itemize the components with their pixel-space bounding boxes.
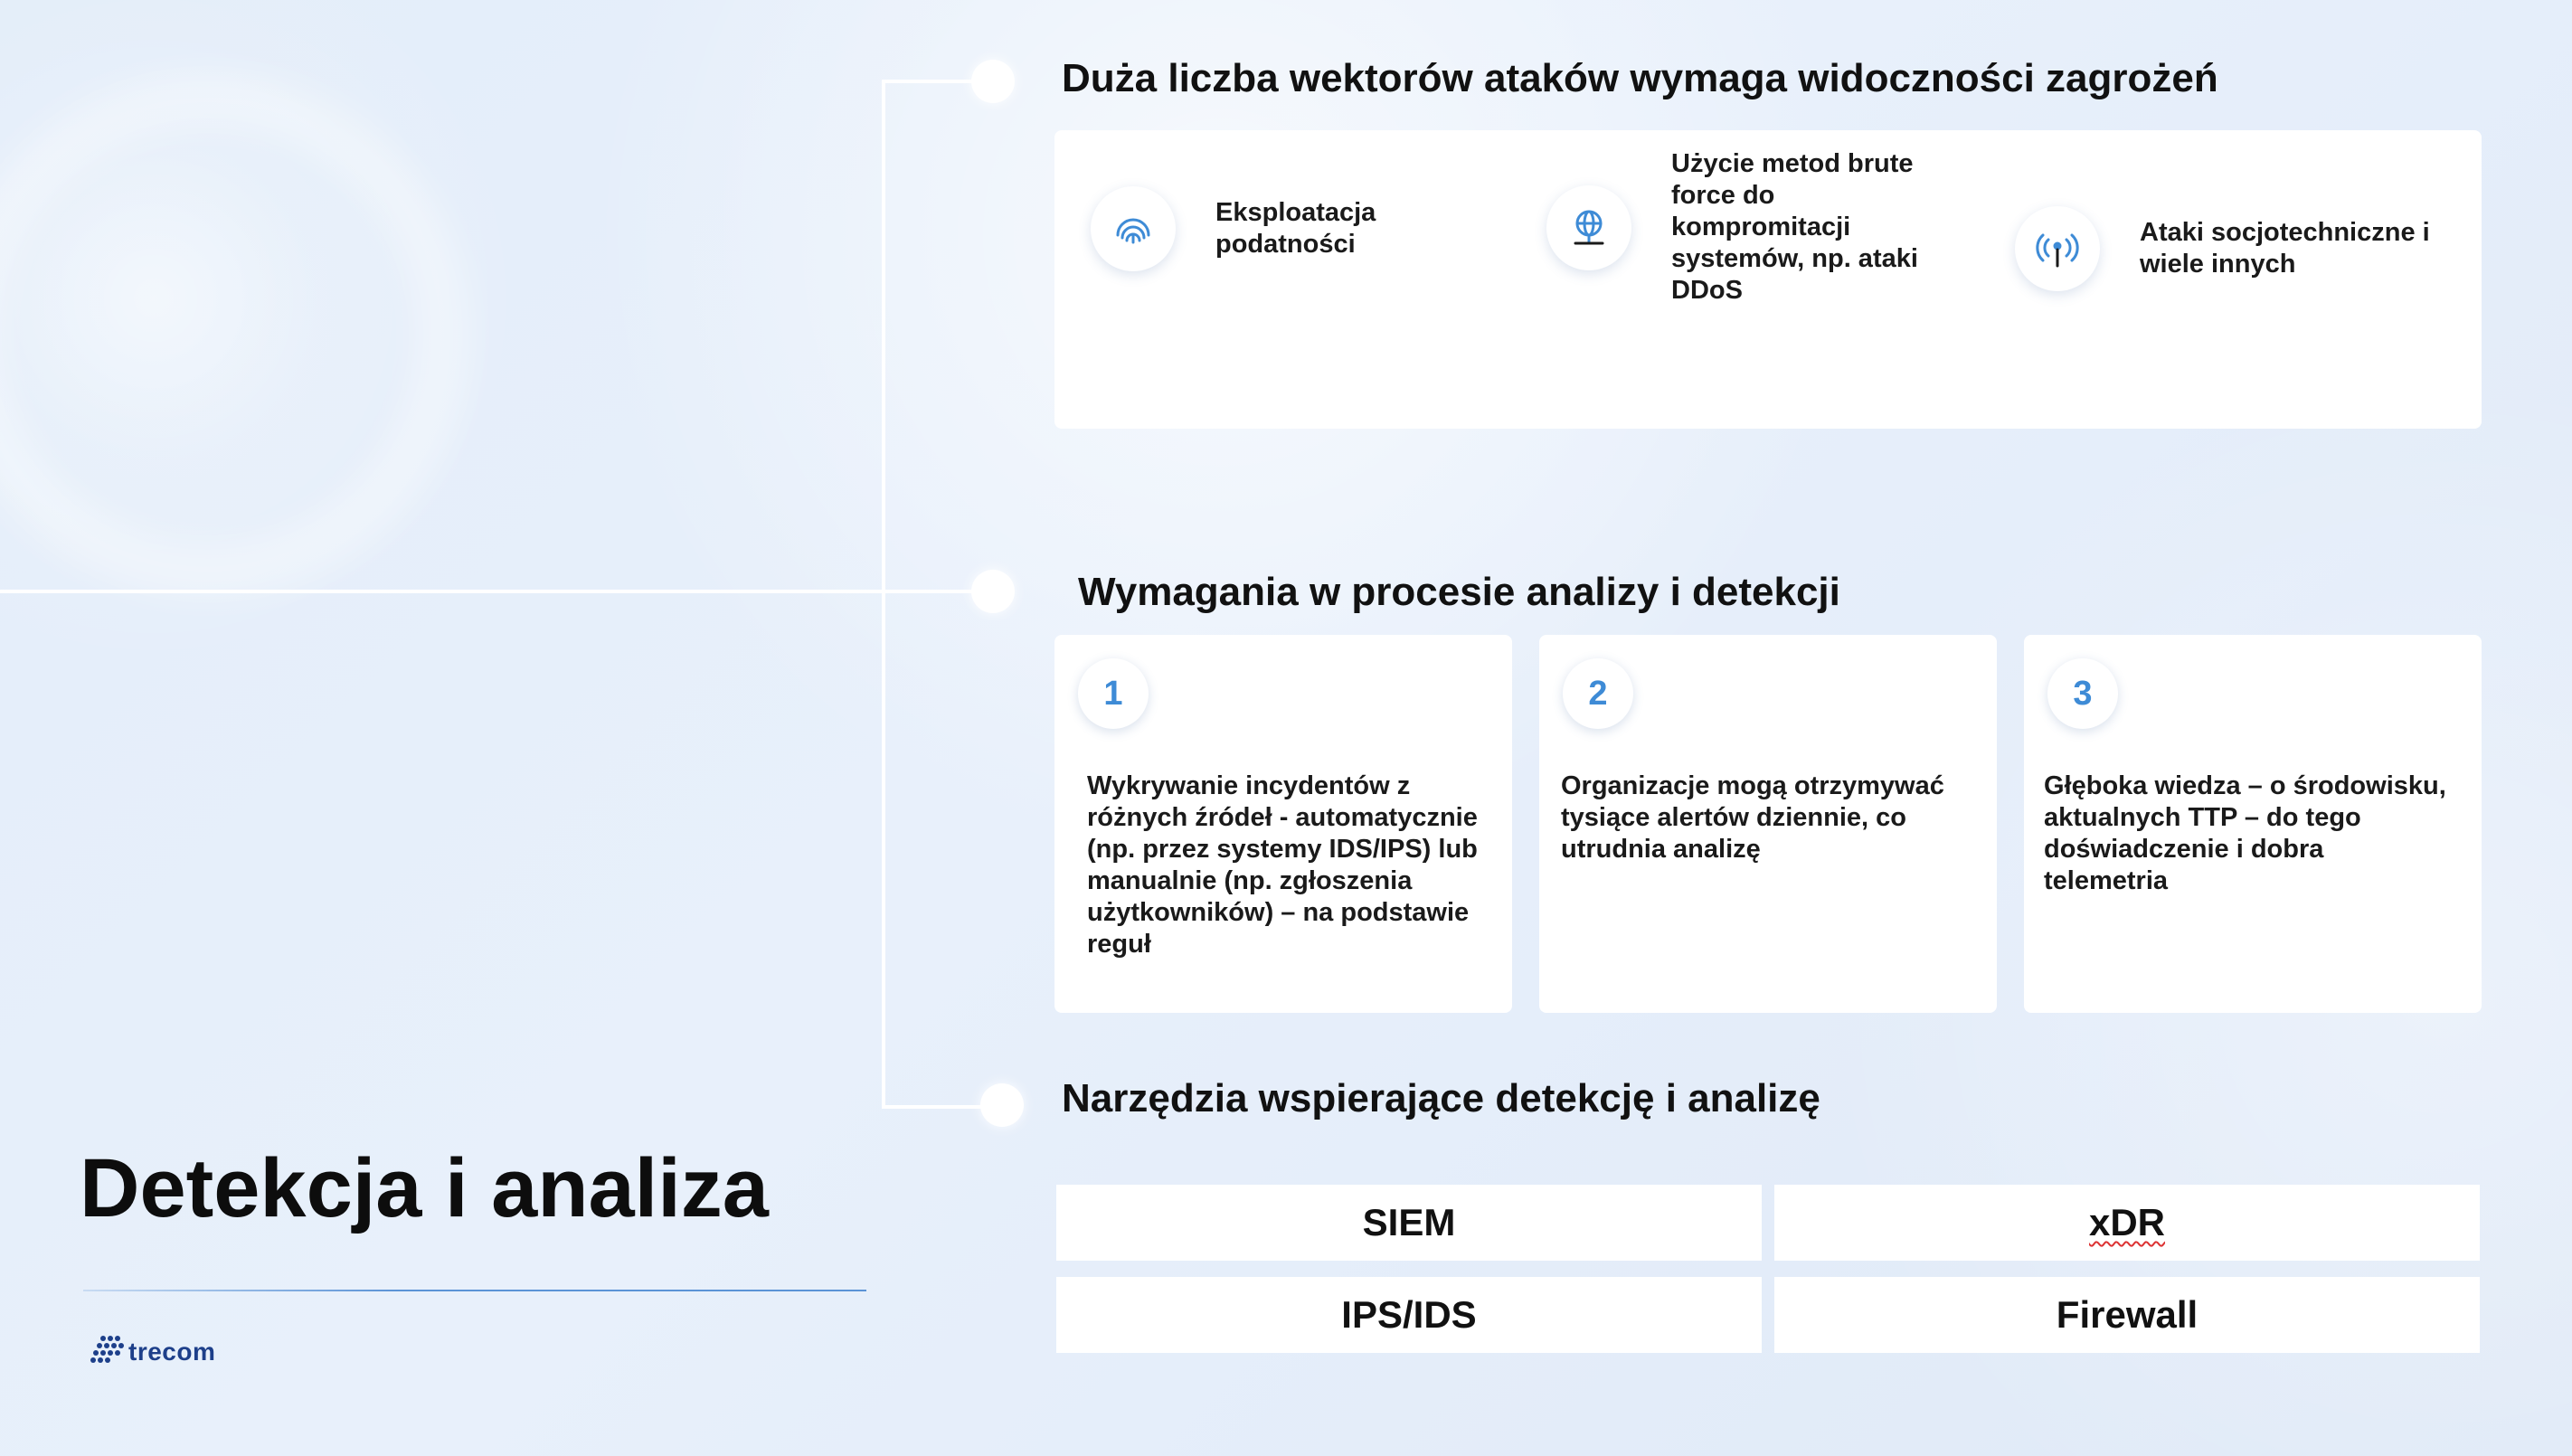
- attack-vector-text: Użycie metod brute force do kompromitacji systemów, np. ataki DDoS: [1671, 149, 1918, 305]
- timeline-dot-3: [980, 1083, 1024, 1127]
- tool-xdr: [1774, 1185, 2480, 1261]
- requirement-text: Wykrywanie incydentów z różnych źródeł - automatycznie (np. przez systemy IDS/IPS) lub manualnie (np. zgłoszenia użytkowników) – na podstawie reguł: [1087, 771, 1478, 959]
- company-logo: [90, 1335, 215, 1369]
- timeline-dot-2: [971, 570, 1015, 613]
- tool-ips-ids: IPS/IDS: [1056, 1277, 1762, 1353]
- background-ring-decoration: [0, 72, 470, 597]
- section-heading-tools: Narzędzia wspierające detekcję i analizę: [1062, 1076, 1820, 1120]
- section-heading-attack-vectors: Duża liczba wektorów ataków wymaga widoczności zagrożeń: [1062, 56, 2218, 100]
- attack-vector-text: Eksploatacja podatności: [1215, 198, 1376, 259]
- requirement-card-2: [1539, 635, 1997, 1013]
- section-heading-requirements: Wymagania w procesie analizy i detekcji: [1078, 570, 1840, 614]
- tool-xdr-label: xDR: [2088, 1201, 2166, 1243]
- tool-firewall: Firewall: [1774, 1277, 2480, 1353]
- attack-vector-text: Ataki socjotechniczne i wiele innych: [2140, 218, 2430, 279]
- logo-dots-icon: [90, 1335, 125, 1369]
- requirement-number-badge: 3: [2047, 658, 2118, 729]
- tool-siem: SIEM: [1056, 1185, 1762, 1261]
- title-divider: [83, 1290, 866, 1291]
- globe-network-icon: [1546, 185, 1631, 270]
- requirement-card-3: [2024, 635, 2482, 1013]
- requirement-number-badge: 2: [1563, 658, 1633, 729]
- logo-text: trecom: [128, 1338, 216, 1366]
- fingerprint-icon: [1091, 186, 1176, 271]
- requirement-number-badge: 1: [1078, 658, 1149, 729]
- connector-horizontal-main: [0, 590, 995, 593]
- requirement-card-1: [1054, 635, 1512, 1013]
- page-title: Detekcja i analiza: [80, 1142, 769, 1234]
- requirement-text: Organizacje mogą otrzymywać tysiące alertów dziennie, co utrudnia analizę: [1561, 771, 1944, 864]
- attack-vectors-card: [1054, 130, 2482, 429]
- attack-vector-item: [1546, 148, 1962, 307]
- connector-vertical: [882, 80, 885, 1109]
- requirement-text: Głęboka wiedza – o środowisku, aktualnych TTP – do tego doświadczenie i dobra telemetria: [2044, 771, 2446, 895]
- attack-vector-item: [1091, 186, 1489, 271]
- antenna-signal-icon: [2015, 206, 2100, 291]
- attack-vector-item: [2015, 206, 2467, 291]
- timeline-dot-1: [971, 60, 1015, 103]
